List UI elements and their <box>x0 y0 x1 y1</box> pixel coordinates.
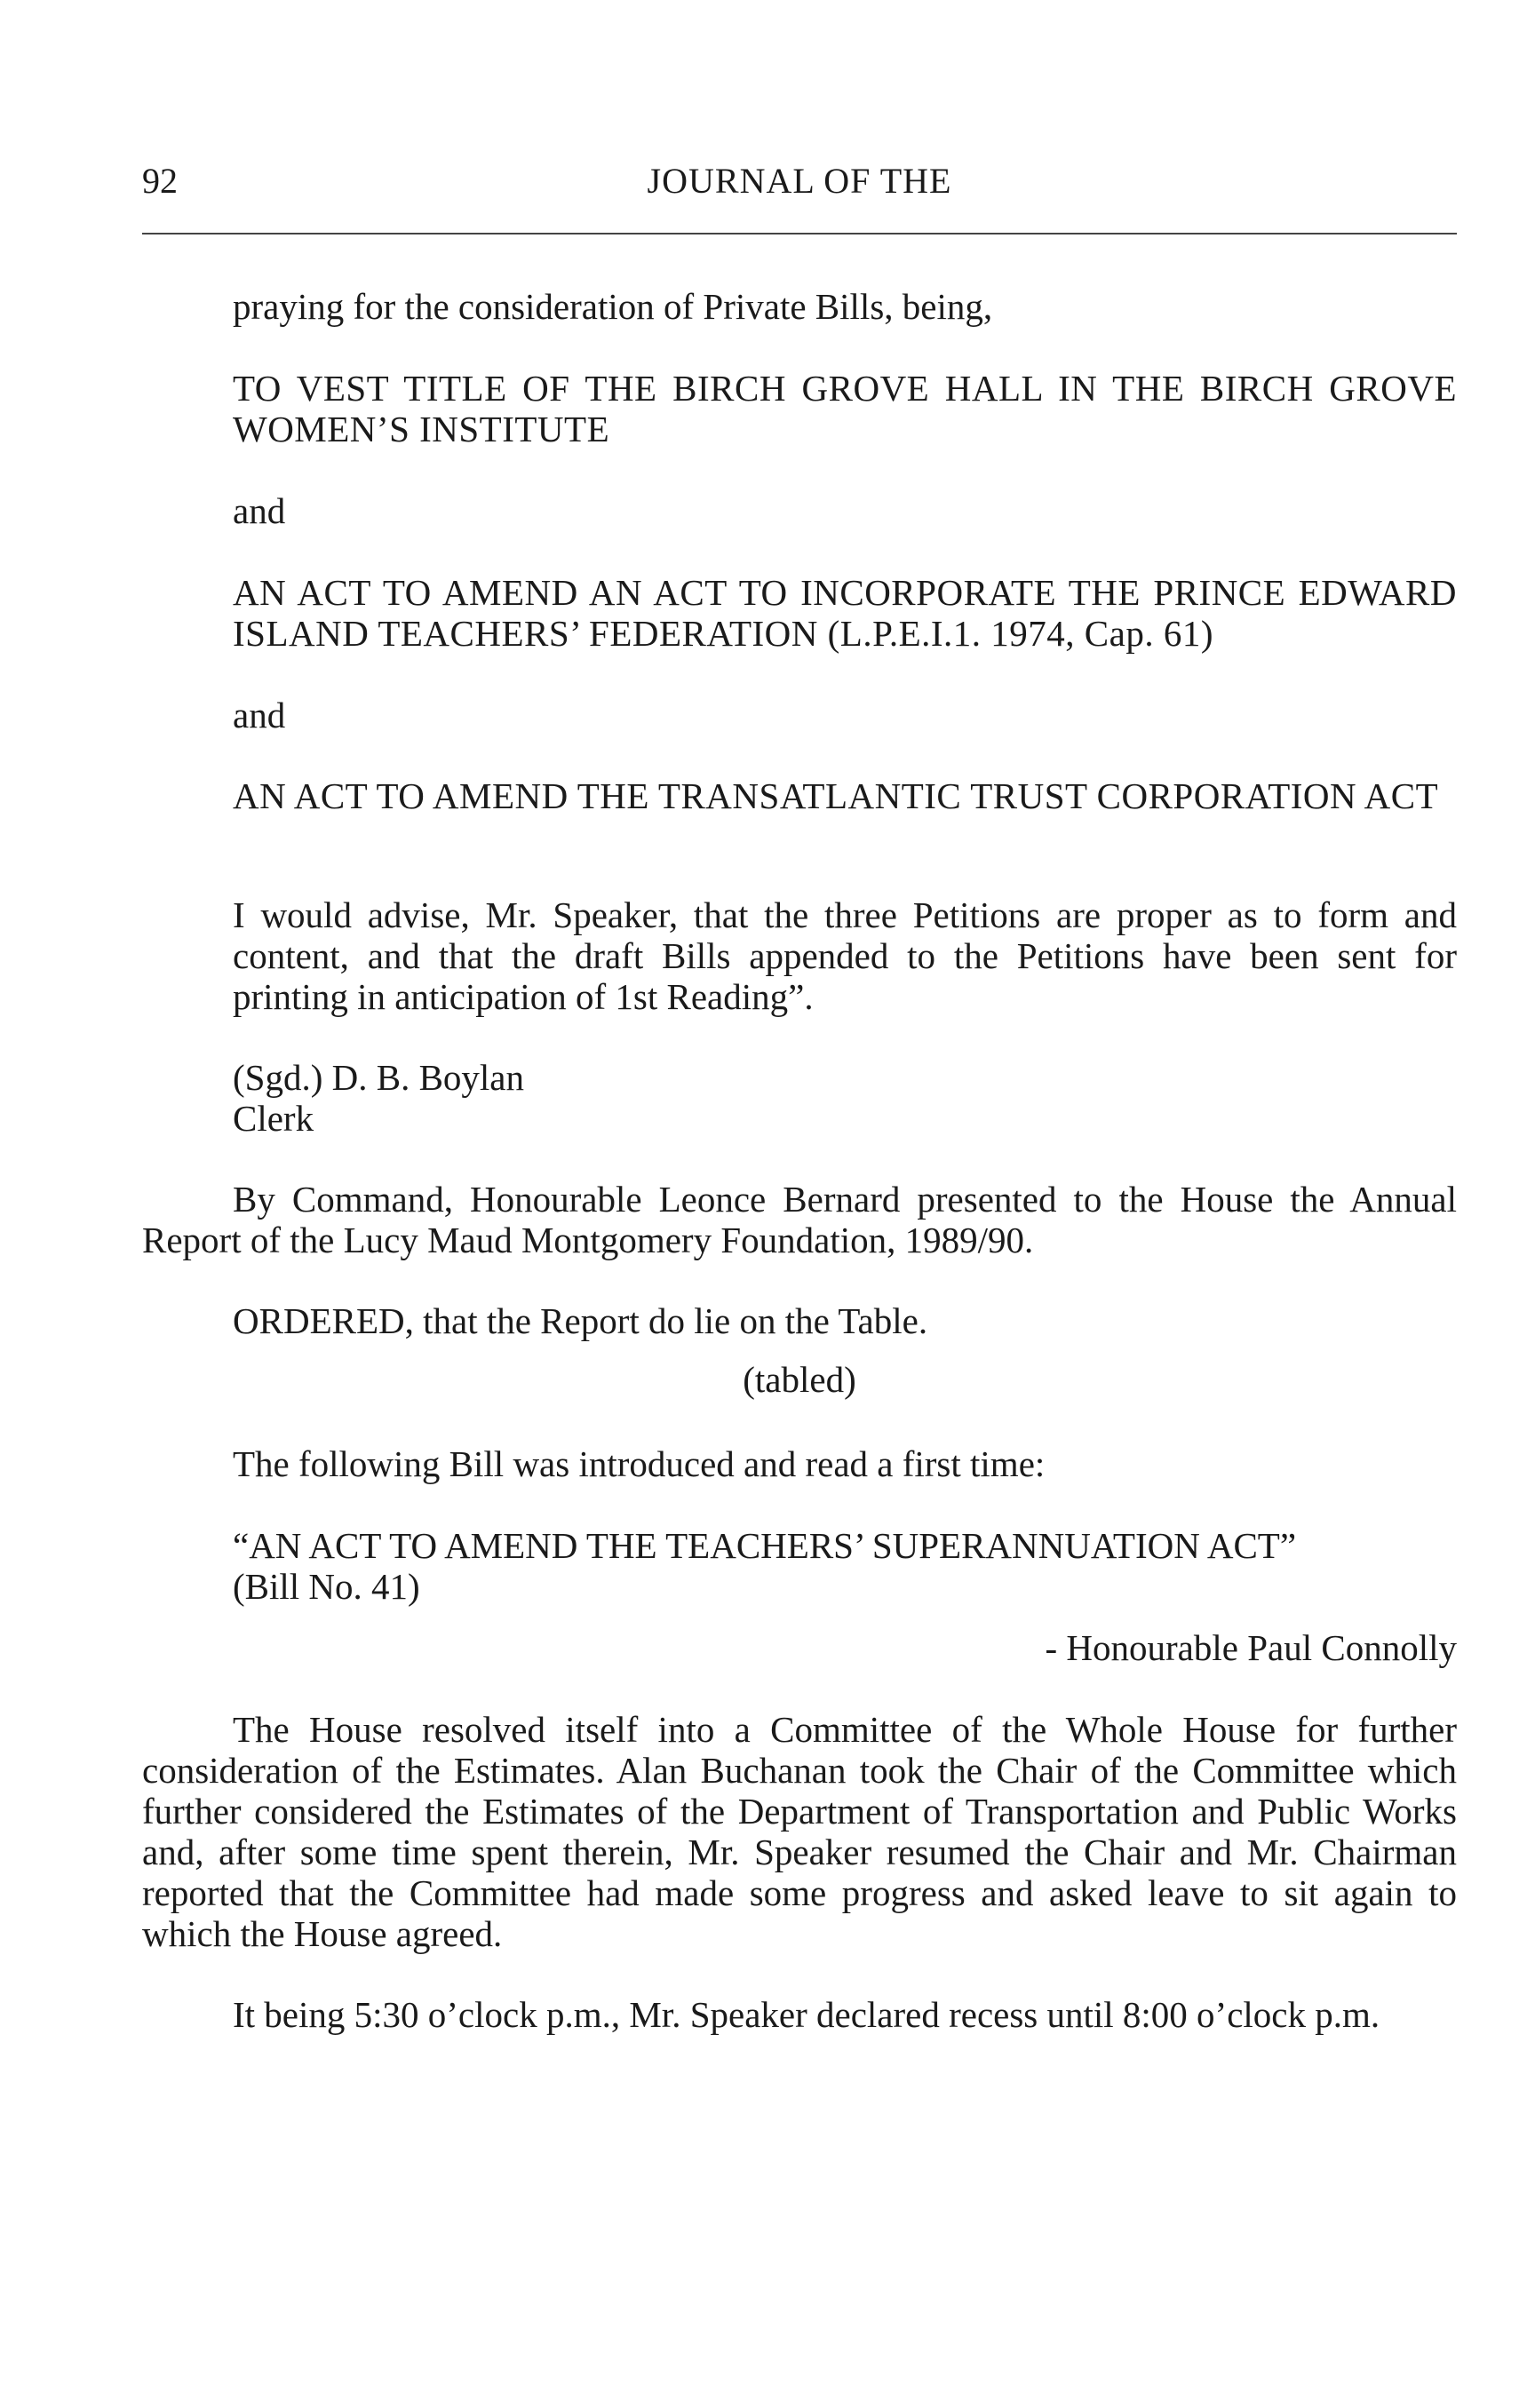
tabled-note: (tabled) <box>743 1359 856 1400</box>
bill-41-sponsor: - Honourable Paul Connolly <box>1045 1627 1457 1668</box>
bill-41-number: (Bill No. 41) <box>233 1566 420 1607</box>
bill-title-teachers-federation: AN ACT TO AMEND AN ACT TO INCORPORATE THE PRINCE EDWARD ISLAND TEACHERS’ FEDERATION (L.P.E.I.1. 1974, Cap. 61) <box>233 572 1457 654</box>
page-header <box>142 160 1457 210</box>
header-rule <box>142 233 1457 234</box>
ordered-paragraph: ORDERED, that the Report do lie on the Table. <box>233 1300 928 1341</box>
signature-block <box>233 1057 1457 1139</box>
conjunction-and: and <box>233 490 286 531</box>
page-number: 92 <box>142 161 178 201</box>
bill-41-block <box>233 1525 1457 1607</box>
bill-intro-paragraph: The following Bill was introduced and read a first time: <box>233 1443 1046 1484</box>
advice-paragraph: I would advise, Mr. Speaker, that the three Petitions are proper as to form and content, and that the draft Bills appended to the Petitions have been sent for printing in anticipation of 1st Reading”. <box>233 894 1457 1017</box>
committee-paragraph: The House resolved itself into a Committee of the Whole House for further consideration of the Estimates. Alan Buchanan took the Chair of the Committee which further considered the Estimates of the Department of Transportation and Public Works and, after some time spent therein, Mr. Speaker resumed the Chair and Mr. Chairman reported that the Committee had made some progress and asked leave to sit again to which the House agreed. <box>142 1709 1457 1954</box>
conjunction-and: and <box>233 695 286 735</box>
signature-title: Clerk <box>233 1098 314 1139</box>
running-head: JOURNAL OF THE <box>647 161 952 201</box>
intro-paragraph: praying for the consideration of Private Bills, being, <box>233 286 993 327</box>
bill-title-transatlantic-trust: AN ACT TO AMEND THE TRANSATLANTIC TRUST CORPORATION ACT <box>233 775 1439 816</box>
signature-name: (Sgd.) D. B. Boylan <box>233 1057 524 1098</box>
recess-paragraph: It being 5:30 o’clock p.m., Mr. Speaker declared recess until 8:00 o’clock p.m. <box>233 1994 1380 2035</box>
command-paragraph: By Command, Honourable Leonce Bernard presented to the House the Annual Report of the Lucy Maud Montgomery Foundation, 1989/90. <box>142 1179 1457 1260</box>
bill-41-title: “AN ACT TO AMEND THE TEACHERS’ SUPERANNUATION ACT” <box>233 1525 1297 1566</box>
bill-title-birch-grove: TO VEST TITLE OF THE BIRCH GROVE HALL IN THE BIRCH GROVE WOMEN’S INSTITUTE <box>233 368 1457 449</box>
